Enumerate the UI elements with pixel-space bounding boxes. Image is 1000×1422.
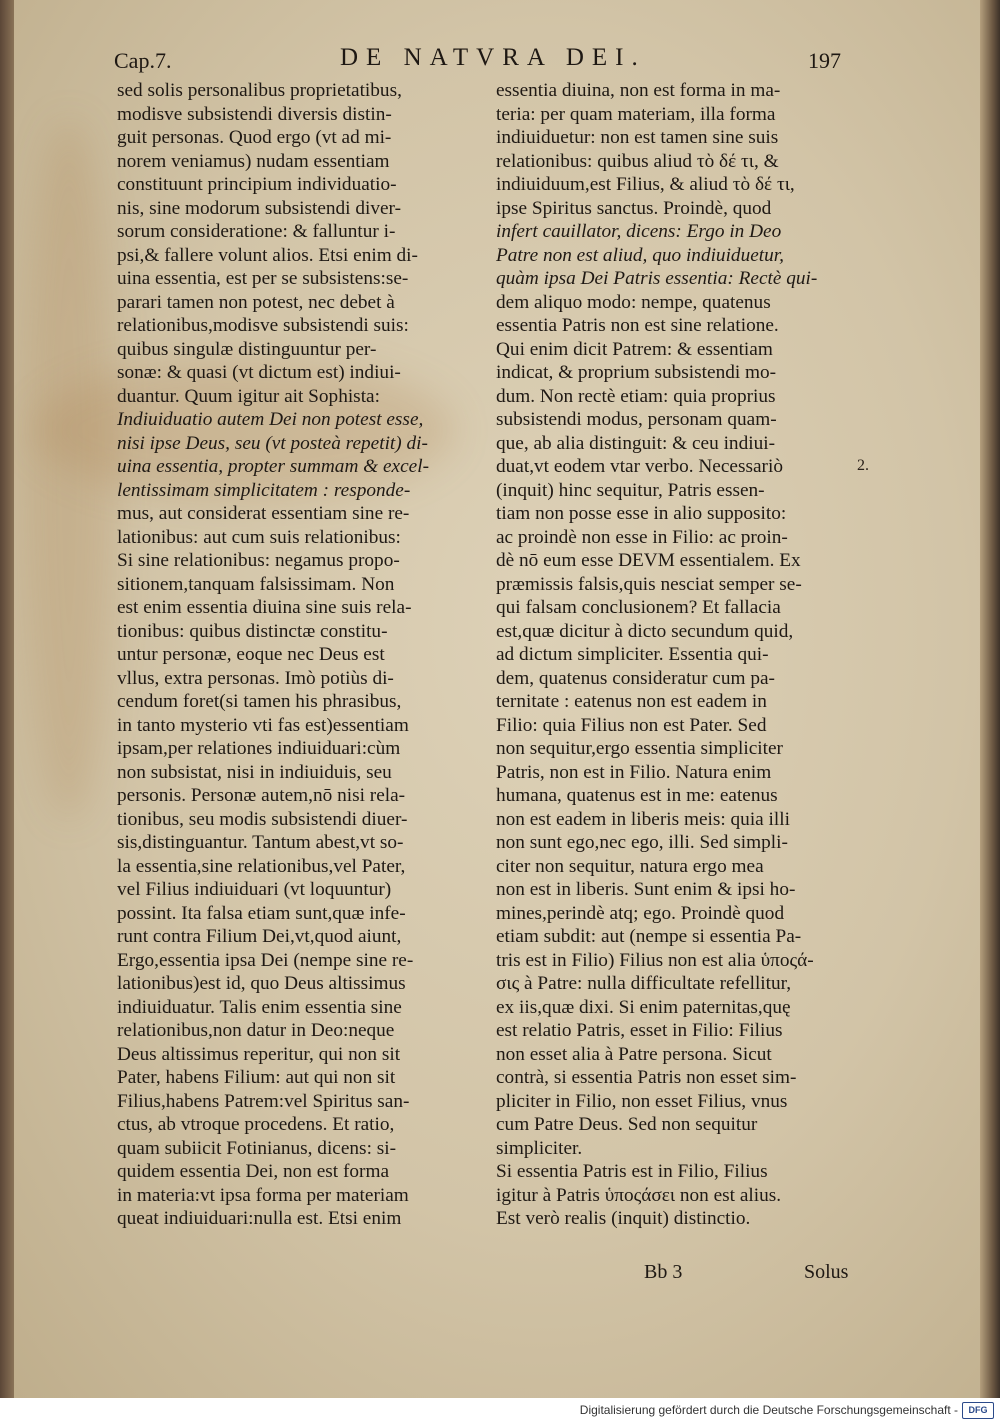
page-number: 197 — [808, 48, 841, 73]
text-line: guit personas. Quod ergo (vt ad mi- — [117, 127, 392, 148]
text-line: tiam non posse esse in alio supposito: — [496, 503, 787, 524]
catchword: Solus — [804, 1261, 849, 1283]
text-line: non sequitur,ergo essentia simpliciter — [496, 738, 783, 759]
text-line: sorum consideratione: & falluntur i- — [117, 221, 396, 242]
text-line: est,quæ dicitur à dicto secundum quid, — [496, 620, 794, 642]
signature-mark: Bb 3 — [644, 1261, 683, 1283]
text-line: ipse Spiritus sanctus. Proindè, quod — [496, 197, 772, 219]
text-line: queat indiuiduari:nulla est. Etsi enim — [117, 1208, 402, 1229]
text-line: dem, quatenus consideratur cum pa- — [496, 667, 775, 689]
text-line: psi,& fallere volunt alios. Etsi enim di- — [117, 244, 418, 266]
text-line: untur personæ, eoque nec Deus est — [117, 644, 385, 665]
text-line: cendum foret(si tamen his phrasibus, — [117, 691, 402, 712]
text-line: (inquit) hinc sequitur, Patris essen- — [496, 479, 765, 501]
text-line: uina essentia, est per se subsistens:se- — [117, 268, 409, 289]
text-line: tris est in Filio) Filius non est alia ὑποςά- — [496, 949, 814, 971]
text-line: est enim essentia diuina sine suis rela- — [117, 597, 412, 618]
text-line: essentia diuina, non est forma in ma- — [496, 80, 781, 101]
text-line: cum Patre Deus. Sed non sequitur — [496, 1114, 758, 1135]
text-line: duantur. Quum igitur ait Sophista: — [117, 385, 380, 407]
text-line: contrà, si essentia Patris non esset sim- — [496, 1067, 797, 1088]
text-line: Si essentia Patris est in Filio, Filius — [496, 1161, 768, 1182]
text-line: essentia Patris non est sine relatione. — [496, 315, 779, 336]
text-line: lentissimam simplicitatem : responde- — [117, 479, 411, 501]
text-line: ad dictum simpliciter. Essentia qui- — [496, 644, 769, 665]
text-line: quàm ipsa Dei Patris essentia: Rectè qui- — [496, 268, 818, 289]
text-line: Est verò realis (inquit) distinctio. — [496, 1208, 751, 1229]
text-line: simpliciter. — [496, 1137, 583, 1159]
running-title: DE NATVRA DEI. — [340, 44, 646, 71]
text-line: sis,distinguantur. Tantum abest,vt so- — [117, 832, 404, 853]
text-line: non est in liberis. Sunt enim & ipsi ho- — [496, 879, 796, 900]
text-line: sitionem,tanquam falsissimam. Non — [117, 573, 395, 595]
text-line: qui falsam conclusionem? Et fallacia — [496, 597, 781, 618]
text-line: ternitate : eatenus non est eadem in — [496, 691, 767, 712]
text-line: duat,vt eodem vtar verbo. Necessariò — [496, 456, 783, 477]
text-line: indiuiduum,est Filius, & aliud τὸ δέ τι, — [496, 174, 795, 195]
text-line: relationibus,non datur in Deo:neque — [117, 1020, 395, 1041]
text-line: constituunt principium individuatio- — [117, 174, 397, 195]
text-line: subsistendi modus, personam quam- — [496, 409, 777, 430]
running-header — [14, 44, 980, 84]
text-line: indicat, & proprium subsistendi mo- — [496, 362, 777, 383]
text-line: Pater, habens Filium: aut qui non sit — [117, 1067, 396, 1088]
text-line: dum. Non rectè etiam: quia proprius — [496, 385, 776, 407]
text-line: non esset alia à Patre persona. Sicut — [496, 1043, 772, 1065]
text-line: ctus, ab vtroque procedens. Et ratio, — [117, 1114, 395, 1135]
text-line: relationibus,modisve subsistendi suis: — [117, 315, 409, 336]
text-line: sed solis personalibus proprietatibus, — [117, 80, 402, 101]
text-line: non sunt ego,nec ego, illi. Sed simpli- — [496, 832, 788, 853]
text-line: runt contra Filium Dei,vt,quod aiunt, — [117, 926, 402, 947]
text-line: possint. Ita falsa etiam sunt,quæ infe- — [117, 902, 406, 924]
text-line: parari tamen non potest, nec debet à — [117, 291, 395, 313]
text-line: indiuiduatur. Talis enim essentia sine — [117, 996, 402, 1018]
text-line: ipsam,per relationes indiuiduari:cùm — [117, 738, 401, 759]
text-line: mus, aut considerat essentiam sine re- — [117, 503, 410, 524]
text-line: vel Filius indiuiduari (vt loquuntur) — [117, 879, 392, 900]
footer-credit: Digitalisierung gefördert durch die Deutsche Forschungsgemeinschaft - — [579, 1403, 958, 1417]
text-line: sonæ: & quasi (vt dictum est) indiui- — [117, 362, 401, 383]
text-line: modisve subsistendi diversis distin- — [117, 103, 392, 125]
text-line: nis, sine modorum subsistendi diver- — [117, 197, 401, 219]
text-line: lationibus)est id, quo Deus altissimus — [117, 973, 406, 994]
text-line: quam subiicit Fotinianus, dicens: si- — [117, 1137, 397, 1159]
text-line: ex iis,quæ dixi. Si enim paternitas,quę — [496, 996, 791, 1018]
text-line: non subsistat, nisi in indiuiduis, seu — [117, 761, 392, 783]
text-line: dem aliquo modo: nempe, quatenus — [496, 291, 771, 313]
text-line: σις à Patre: nulla difficultate refellitur, — [496, 973, 792, 994]
text-line: Patris, non est in Filio. Natura enim — [496, 761, 772, 783]
text-line: indiuiduetur: non est tamen sine suis — [496, 127, 779, 148]
text-line: Indiuiduatio autem Dei non potest esse, — [117, 409, 424, 430]
left-text-column — [117, 79, 477, 1231]
text-line: Filius,habens Patrem:vel Spiritus san- — [117, 1090, 410, 1112]
text-line: infert cauillator, dicens: Ergo in Deo — [496, 221, 782, 242]
text-line: igitur à Patris ὑποςάσει non est alius. — [496, 1184, 782, 1206]
chapter-label: Cap.7. — [114, 48, 172, 73]
text-line: Si sine relationibus: negamus propo- — [117, 550, 400, 571]
text-line: tionibus: quibus distinctæ constitu- — [117, 620, 388, 642]
text-line: teria: per quam materiam, illa forma — [496, 103, 776, 125]
text-line: pliciter in Filio, non esset Filius, vnus — [496, 1090, 788, 1112]
dfg-logo: DFG — [962, 1402, 994, 1419]
book-binding-edge — [0, 0, 14, 1398]
text-line: Patre non est aliud, quo indiuiduetur, — [496, 244, 784, 266]
text-line: etiam subdit: aut (nempe si essentia Pa- — [496, 926, 802, 947]
text-line: quidem essentia Dei, non est forma — [117, 1161, 390, 1182]
text-line: in tanto mysterio vti fas est)essentiam — [117, 714, 409, 736]
text-line: non est eadem in liberis meis: quia illi — [496, 808, 790, 830]
text-line: vllus, extra personas. Imò potiùs di- — [117, 667, 394, 689]
text-line: norem veniamus) nudam essentiam — [117, 150, 390, 172]
digitization-footer — [0, 1398, 1000, 1422]
text-line: uina essentia, propter summam & excel- — [117, 456, 430, 477]
text-line: est relatio Patris, esset in Filio: Filius — [496, 1020, 783, 1041]
page-stack-edge — [980, 0, 1000, 1398]
text-line: relationibus: quibus aliud τὸ δέ τι, & — [496, 150, 779, 172]
text-line: nisi ipse Deus, seu (vt posteà repetit) di- — [117, 432, 428, 454]
text-line: lationibus: aut cum suis relationibus: — [117, 526, 401, 548]
margin-note: 2. — [857, 457, 869, 474]
text-line: Filio: quia Filius non est Pater. Sed — [496, 714, 767, 736]
text-line: que, ab alia distinguit: & ceu indiui- — [496, 432, 775, 454]
right-text-column — [496, 79, 856, 1231]
text-line: la essentia,sine relationibus,vel Pater, — [117, 855, 406, 877]
text-line: dè nō eum esse DEVM essentialem. Ex — [496, 550, 801, 571]
text-line: tionibus, seu modis subsistendi diuer- — [117, 808, 408, 830]
text-line: præmissis falsis,quis nesciat semper se- — [496, 573, 802, 595]
book-page — [14, 0, 980, 1398]
text-line: quibus singulæ distinguuntur per- — [117, 338, 377, 360]
text-line: Ergo,essentia ipsa Dei (nempe sine re- — [117, 949, 414, 971]
text-line: mines,perindè atq; ego. Proindè quod — [496, 902, 785, 924]
text-line: humana, quatenus est in me: eatenus — [496, 785, 778, 806]
text-line: ac proindè non esse in Filio: ac proin- — [496, 526, 788, 548]
text-line: Deus altissimus reperitur, qui non sit — [117, 1043, 401, 1065]
text-line: personis. Personæ autem,nō nisi rela- — [117, 785, 406, 806]
text-line: in materia:vt ipsa forma per materiam — [117, 1184, 409, 1206]
text-line: citer non sequitur, natura ergo mea — [496, 855, 764, 877]
text-line: Qui enim dicit Patrem: & essentiam — [496, 338, 773, 360]
